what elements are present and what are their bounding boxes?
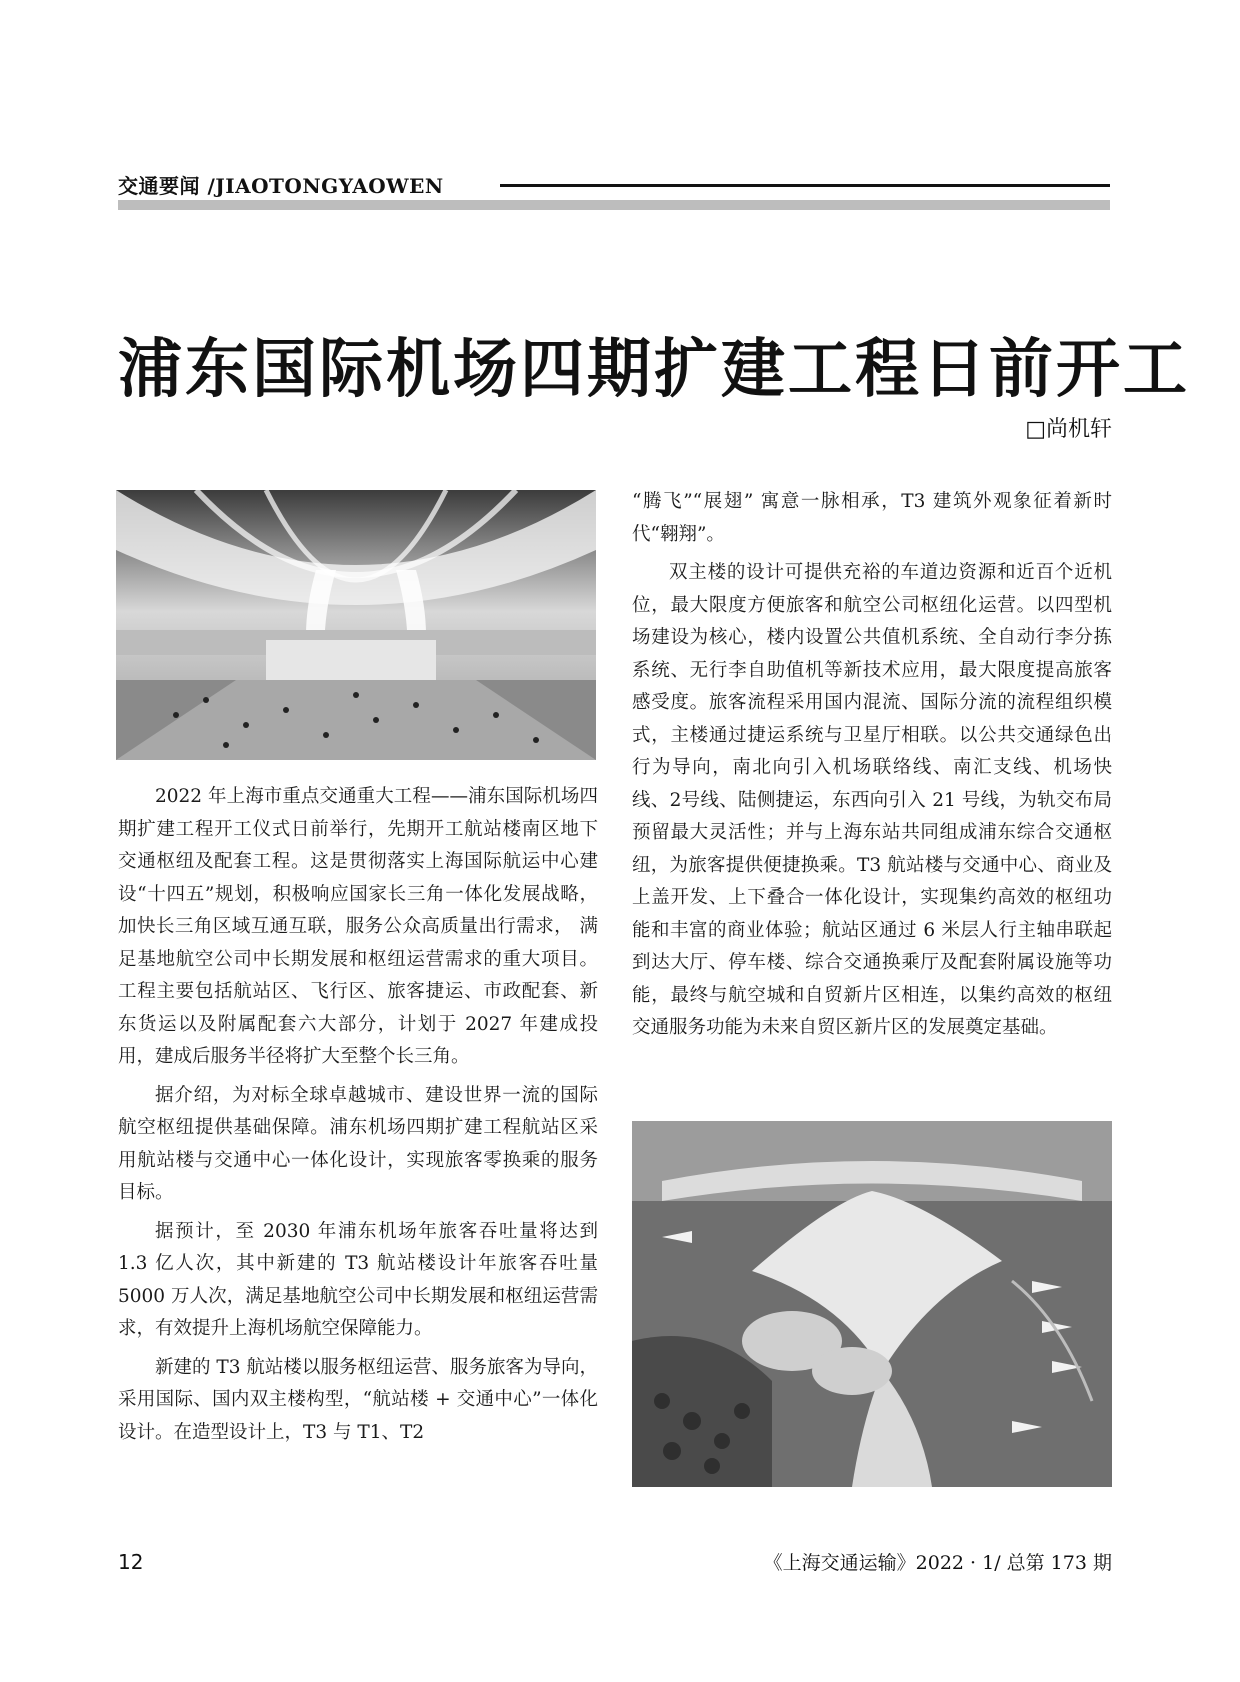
terminal-aerial-rendering bbox=[632, 1121, 1112, 1487]
paragraph: 2022 年上海市重点交通重大工程——浦东国际机场四期扩建工程开工仪式日前举行，先期开工航站楼南区地下交通枢纽及配套工程。这是贯彻落实上海国际航运中心建设“十四五”规划，积极响应国家长三角一体化发展战略，加快长三角区域互通互联，服务公众高质量出行需求， 满足基地航空公司中长期发展和枢纽运营需求的重大项目。工程主要包括航站区、飞行区、旅客捷运、市政配套、新东货运以及附属配套六大部分，计划于 2027 年建成投用，建成后服务半径将扩大至整个长三角。 bbox=[118, 786, 598, 1067]
paragraph: 双主楼的设计可提供充裕的车道边资源和近百个近机位，最大限度方便旅客和航空公司枢纽化运营。以四型机场建设为核心，楼内设置公共值机系统、全自动行李分拣系统、无行李自助值机等新技术应用，最大限度提高旅客感受度。旅客流程采用国内混流、国际分流的流程组织模式，主楼通过捷运系统与卫星厅相联。以公共交通绿色出行为导向，南北向引入机场联络线、南汇支线、机场快线、2号线、陆侧捷运，东西向引入 21 号线，为轨交布局预留最大灵活性；并与上海东站共同组成浦东综合交通枢纽，为旅客提供便捷换乘。T3 航站楼与交通中心、商业及上盖开发、上下叠合一体化设计，实现集约高效的枢纽功能和丰富的商业体验；航站区通过 6 米层人行主轴串联起到达大厅、停车楼、综合交通换乘厅及配套附属设施等功能，最终与航空城和自贸新片区相连，以集约高效的枢纽交通服务功能为未来自贸区新片区的发展奠定基础。 bbox=[632, 562, 1112, 1038]
terminal-interior-photo bbox=[116, 490, 596, 760]
right-column bbox=[632, 486, 1112, 1051]
paragraph: 新建的 T3 航站楼以服务枢纽运营、服务旅客为导向，采用国际、国内双主楼构型，“航站楼 + 交通中心”一体化设计。在造型设计上，T3 与 T1、T2 bbox=[118, 1356, 598, 1443]
article-title: 浦东国际机场四期扩建工程日前开工 bbox=[118, 333, 1190, 407]
paragraph-continuation: “腾飞”“展翅” 寓意一脉相承，T3 建筑外观象征着新时代“翱翔”。 bbox=[632, 491, 1112, 545]
section-header: 交通要闻 /JIAOTONGYAOWEN bbox=[118, 174, 444, 198]
paragraph: 据介绍，为对标全球卓越城市、建设世界一流的国际航空枢纽提供基础保障。浦东机场四期扩建工程航站区采用航站楼与交通中心一体化设计，实现旅客零换乘的服务目标。 bbox=[118, 1084, 598, 1203]
paragraph: 据预计，至 2030 年浦东机场年旅客吞吐量将达到 1.3 亿人次，其中新建的 T3 航站楼设计年旅客吞吐量 5000 万人次，满足基地航空公司中长期发展和枢纽运营需求，有效提升上海机场航空保障能力。 bbox=[118, 1220, 598, 1339]
article-author: □尚机轩 bbox=[1025, 417, 1112, 442]
header-band bbox=[118, 200, 1110, 210]
header-rule bbox=[500, 184, 1110, 187]
journal-citation: 《上海交通运输》2022 · 1/ 总第 173 期 bbox=[763, 1552, 1112, 1574]
left-column bbox=[118, 781, 598, 1455]
page-number: 12 bbox=[118, 1550, 144, 1574]
